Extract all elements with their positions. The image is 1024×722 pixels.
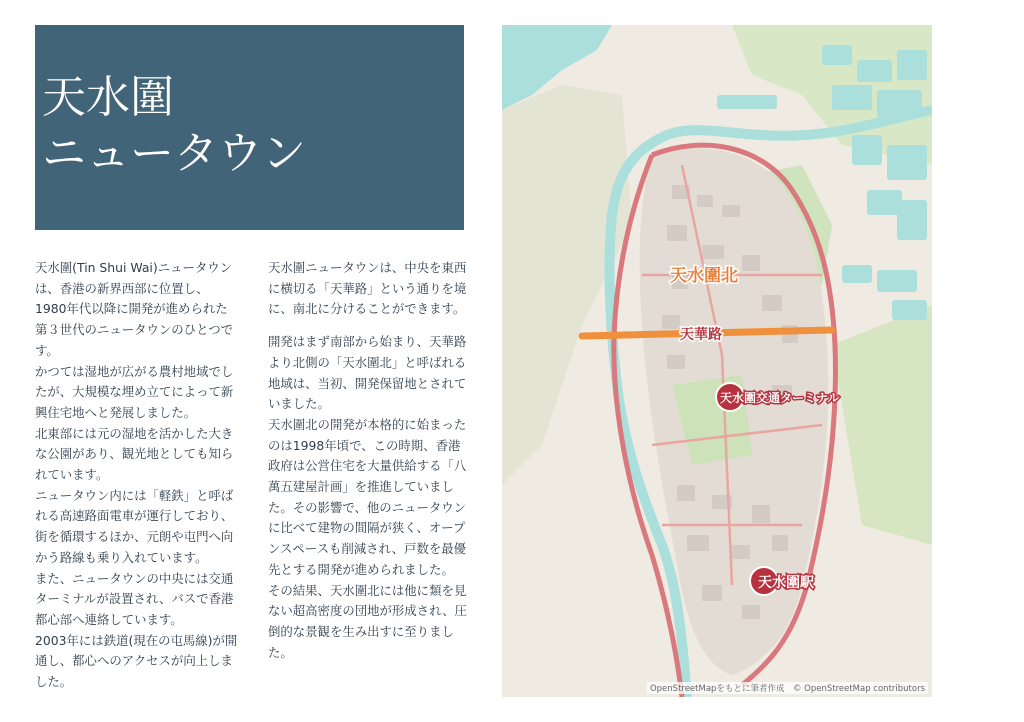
paragraph: 天水圍(Tin Shui Wai)ニュータウンは、香港の新界西部に位置し、1980年代以降に開発が進められた第３世代のニュータウンのひとつです。 bbox=[35, 260, 234, 358]
left-text-column bbox=[35, 258, 238, 693]
page-title bbox=[42, 70, 306, 182]
paragraph: 天水圍ニュータウンは、中央を東西に横切る「天華路」という通りを境に、南北に分けることができます。 bbox=[268, 260, 467, 317]
map-graphic bbox=[502, 25, 932, 697]
tin-shui-wai-map bbox=[502, 25, 932, 697]
station-label: 天水圍駅 bbox=[758, 575, 814, 591]
title-line-2: ニュータウン bbox=[42, 128, 306, 179]
map-credit: OpenStreetMapをもとに筆者作成 © OpenStreetMap contributors bbox=[647, 682, 928, 694]
paragraph: 天水圍北の開発が本格的に始まったのは1998年頃で、この時期、香港政府は公営住宅を大量供給する「八萬五建屋計画」を推進していました。その影響で、他のニュータウンに比べて建物の間隔が狭く、オープンスペースも削減され、戸数を最優先とする開発が進められました。 bbox=[268, 416, 467, 577]
paragraph: 北東部には元の湿地を活かした大きな公園があり、観光地としても知られています。 bbox=[35, 425, 234, 483]
paragraph: 開発はまず南部から始まり、天華路より北側の「天水圍北」と呼ばれる地域は、当初、開発保留地とされていました。 bbox=[268, 334, 467, 412]
right-text-column bbox=[268, 258, 468, 663]
terminal-label: 天水圍交通ターミナル bbox=[720, 391, 840, 405]
paragraph: その結果、天水圍北には他に類を見ない超高密度の団地が形成され、圧倒的な景観を生み出すに至りました。 bbox=[268, 582, 467, 660]
title-line-1: 天水圍 bbox=[42, 72, 174, 123]
road-label: 天華路 bbox=[680, 327, 722, 343]
paragraph: 2003年には鉄道(現在の屯馬線)が開通し、都心へのアクセスが向上しました。 bbox=[35, 632, 238, 690]
paragraph: ニュータウン内には「軽鉄」と呼ばれる高速路面電車が運行しており、街を循環するほか、元朗や屯門へ向かう路線も乗り入れています。 bbox=[35, 487, 234, 565]
paragraph: また、ニュータウンの中央には交通ターミナルが設置され、バスで香港都心部へ連絡しています。 bbox=[35, 570, 234, 627]
paragraph: かつては湿地が広がる農村地域でしたが、大規模な埋め立てによって新興住宅地へと発展しました。 bbox=[35, 363, 234, 420]
north-area-label: 天水圍北 bbox=[670, 266, 738, 286]
